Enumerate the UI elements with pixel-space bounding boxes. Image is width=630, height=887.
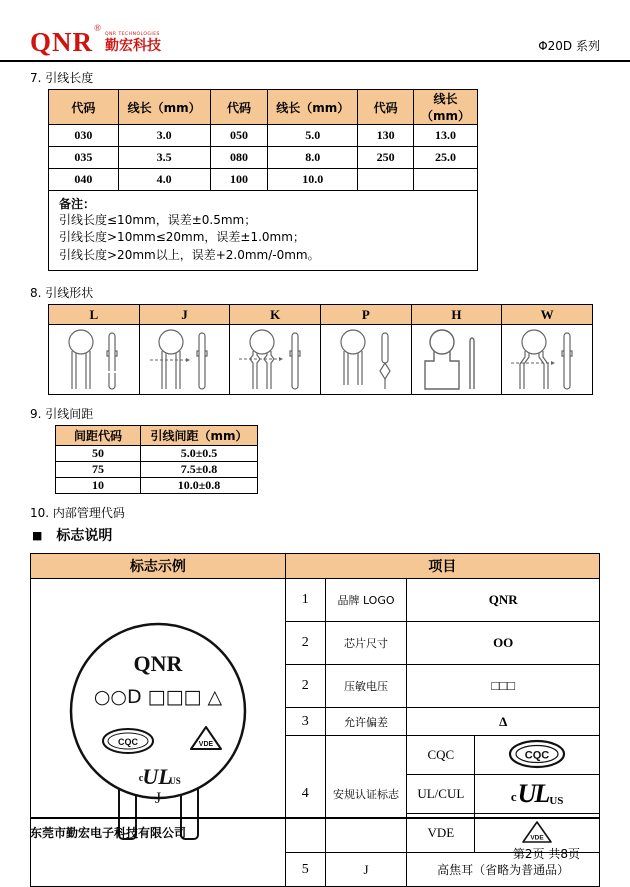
lead-shape-l-icon [50, 327, 138, 393]
cell: 130 [358, 125, 414, 147]
lead-shape-table [48, 304, 593, 395]
lead-shape-k-icon [231, 327, 319, 393]
ul-logo-text: UL [517, 778, 549, 808]
table-row [56, 446, 258, 462]
note-line: 引线长度≤10mm，误差±0.5mm； [59, 213, 257, 227]
row-number: 2 [285, 622, 325, 665]
marking-section-heading [32, 525, 600, 545]
col-header: W [502, 305, 593, 325]
component-marking-drawing [53, 611, 263, 851]
marking-grade-text: J [154, 790, 162, 808]
cell: 10 [56, 478, 141, 494]
row-value: Δ [407, 708, 600, 736]
lead-shape-w-icon [503, 327, 591, 393]
table-row [31, 579, 600, 622]
cert-name: VDE [407, 814, 475, 853]
footer-company-name: 东莞市勤宏电子科技有限公司 [30, 826, 187, 840]
ul-logo-us: US [549, 794, 564, 807]
brand-logo-qnr: QNR [30, 27, 93, 57]
shape-cell-p [320, 325, 411, 395]
registered-mark-icon: ® [94, 23, 102, 33]
col-header: K [230, 305, 321, 325]
marking-symbols-text: ○○D □□□ △ [93, 686, 223, 709]
notes-row [49, 191, 478, 271]
col-header: P [320, 305, 411, 325]
vde-logo-label: VDE [530, 834, 544, 842]
cell: 5.0 [268, 125, 358, 147]
cell: 10.0 [268, 169, 358, 191]
brand-logo [30, 23, 161, 57]
table-header-row [49, 305, 593, 325]
cell: 3.5 [118, 147, 210, 169]
cell: 13.0 [414, 125, 478, 147]
brand-logo-text [30, 23, 102, 57]
col-header: 代码 [210, 90, 268, 125]
table-row [56, 462, 258, 478]
section10-title: 10. 内部管理代码 [30, 506, 125, 521]
cell [358, 169, 414, 191]
row-label: 芯片尺寸 [325, 622, 407, 665]
table-header-row [56, 426, 258, 446]
shape-drawings-row [49, 325, 593, 395]
row-label: 品牌 LOGO [325, 579, 407, 622]
marking-brand-text: QNR [133, 651, 183, 677]
cell: 25.0 [414, 147, 478, 169]
col-header: 线长（mm） [414, 90, 478, 125]
marking-item-header: 项目 [285, 554, 599, 579]
ul-logo-text: UL [142, 764, 172, 790]
brand-name-cn: 勤宏科技 [105, 37, 161, 54]
row-number: 1 [285, 579, 325, 622]
cell: 50 [56, 446, 141, 462]
row-label: J [325, 853, 407, 887]
cell: 5.0±0.5 [141, 446, 258, 462]
cqc-logo-text: CQC [117, 737, 138, 748]
table-header-row [49, 90, 478, 125]
col-header: 线长（mm） [118, 90, 210, 125]
col-header: H [411, 305, 502, 325]
cell: 4.0 [118, 169, 210, 191]
note-title: 备注： [59, 197, 96, 211]
col-header: L [49, 305, 140, 325]
series-label: Φ20D 系列 [538, 39, 600, 53]
lead-shape-j-icon [140, 327, 228, 393]
col-header: J [139, 305, 230, 325]
note-line: 引线长度>10mm≤20mm，误差±1.0mm； [59, 230, 305, 245]
col-header: 代码 [49, 90, 119, 125]
col-header: 间距代码 [56, 426, 141, 446]
section7-title: 7. 引线长度 [30, 71, 94, 85]
cqc-logo-icon [505, 739, 569, 769]
notes-cell [49, 191, 478, 271]
cqc-logo-cell [475, 736, 600, 775]
shape-cell-j [139, 325, 230, 395]
cell: 040 [49, 169, 119, 191]
cell: 100 [210, 169, 268, 191]
table-row [49, 125, 478, 147]
marking-heading-text: 标志说明 [56, 528, 113, 545]
row-value: 高焦耳（省略为普通品） [407, 853, 600, 887]
note-line: 引线长度>20mm以上，误差+2.0mm/-0mm。 [59, 247, 320, 262]
shape-cell-h [411, 325, 502, 395]
row-label: 压敏电压 [325, 665, 407, 708]
lead-shape-h-icon [412, 327, 500, 393]
vde-logo-text: VDE [198, 741, 214, 749]
table-row [49, 169, 478, 191]
cell: 250 [358, 147, 414, 169]
row-value: QNR [407, 579, 600, 622]
row-number: 2 [285, 665, 325, 708]
cell: 75 [56, 462, 141, 478]
cell: 7.5±0.8 [141, 462, 258, 478]
cell: 050 [210, 125, 268, 147]
cqc-logo-label: CQC [524, 749, 550, 762]
footer-page-number: 第2页 共8页 [512, 847, 580, 861]
col-header: 代码 [358, 90, 414, 125]
cell [414, 169, 478, 191]
ul-logo-us: US [169, 776, 181, 787]
row-number: 5 [285, 853, 325, 887]
marking-example-header: 标志示例 [31, 554, 286, 579]
row-number: 3 [285, 708, 325, 736]
cell: 10.0±0.8 [141, 478, 258, 494]
table-header-row [31, 554, 600, 579]
section9-title: 9. 引线间距 [30, 407, 94, 422]
table-row [49, 147, 478, 169]
cell: 080 [210, 147, 268, 169]
brand-tagline: QNR TECHNOLOGIES [105, 32, 160, 37]
shape-cell-w [502, 325, 593, 395]
ul-logo-c: c [510, 788, 517, 804]
row-value: OO [407, 622, 600, 665]
row-value: □□□ [407, 665, 600, 708]
lead-spacing-table [55, 425, 258, 494]
cell: 8.0 [268, 147, 358, 169]
section8-title: 8. 引线形状 [30, 286, 94, 301]
col-header: 线长（mm） [268, 90, 358, 125]
cell: 030 [49, 125, 119, 147]
row-label: 允许偏差 [325, 708, 407, 736]
cell: 3.0 [118, 125, 210, 147]
square-bullet-icon: ■ [32, 528, 43, 542]
table-row [56, 478, 258, 494]
ul-logo-icon [510, 778, 564, 808]
ul-logo-cell [475, 775, 600, 814]
ul-logo-c: c [138, 773, 144, 785]
row-label: 安规认证标志 [325, 736, 407, 853]
page-header [0, 0, 630, 62]
col-header: 引线间距（mm） [141, 426, 258, 446]
lead-shape-p-icon [322, 327, 410, 393]
shape-cell-l [49, 325, 140, 395]
cell: 035 [49, 147, 119, 169]
row-number: 4 [285, 736, 325, 853]
cert-name: UL/CUL [407, 775, 475, 814]
page-footer [30, 817, 600, 862]
cert-name: CQC [407, 736, 475, 775]
shape-cell-k [230, 325, 321, 395]
lead-length-table [48, 89, 478, 271]
